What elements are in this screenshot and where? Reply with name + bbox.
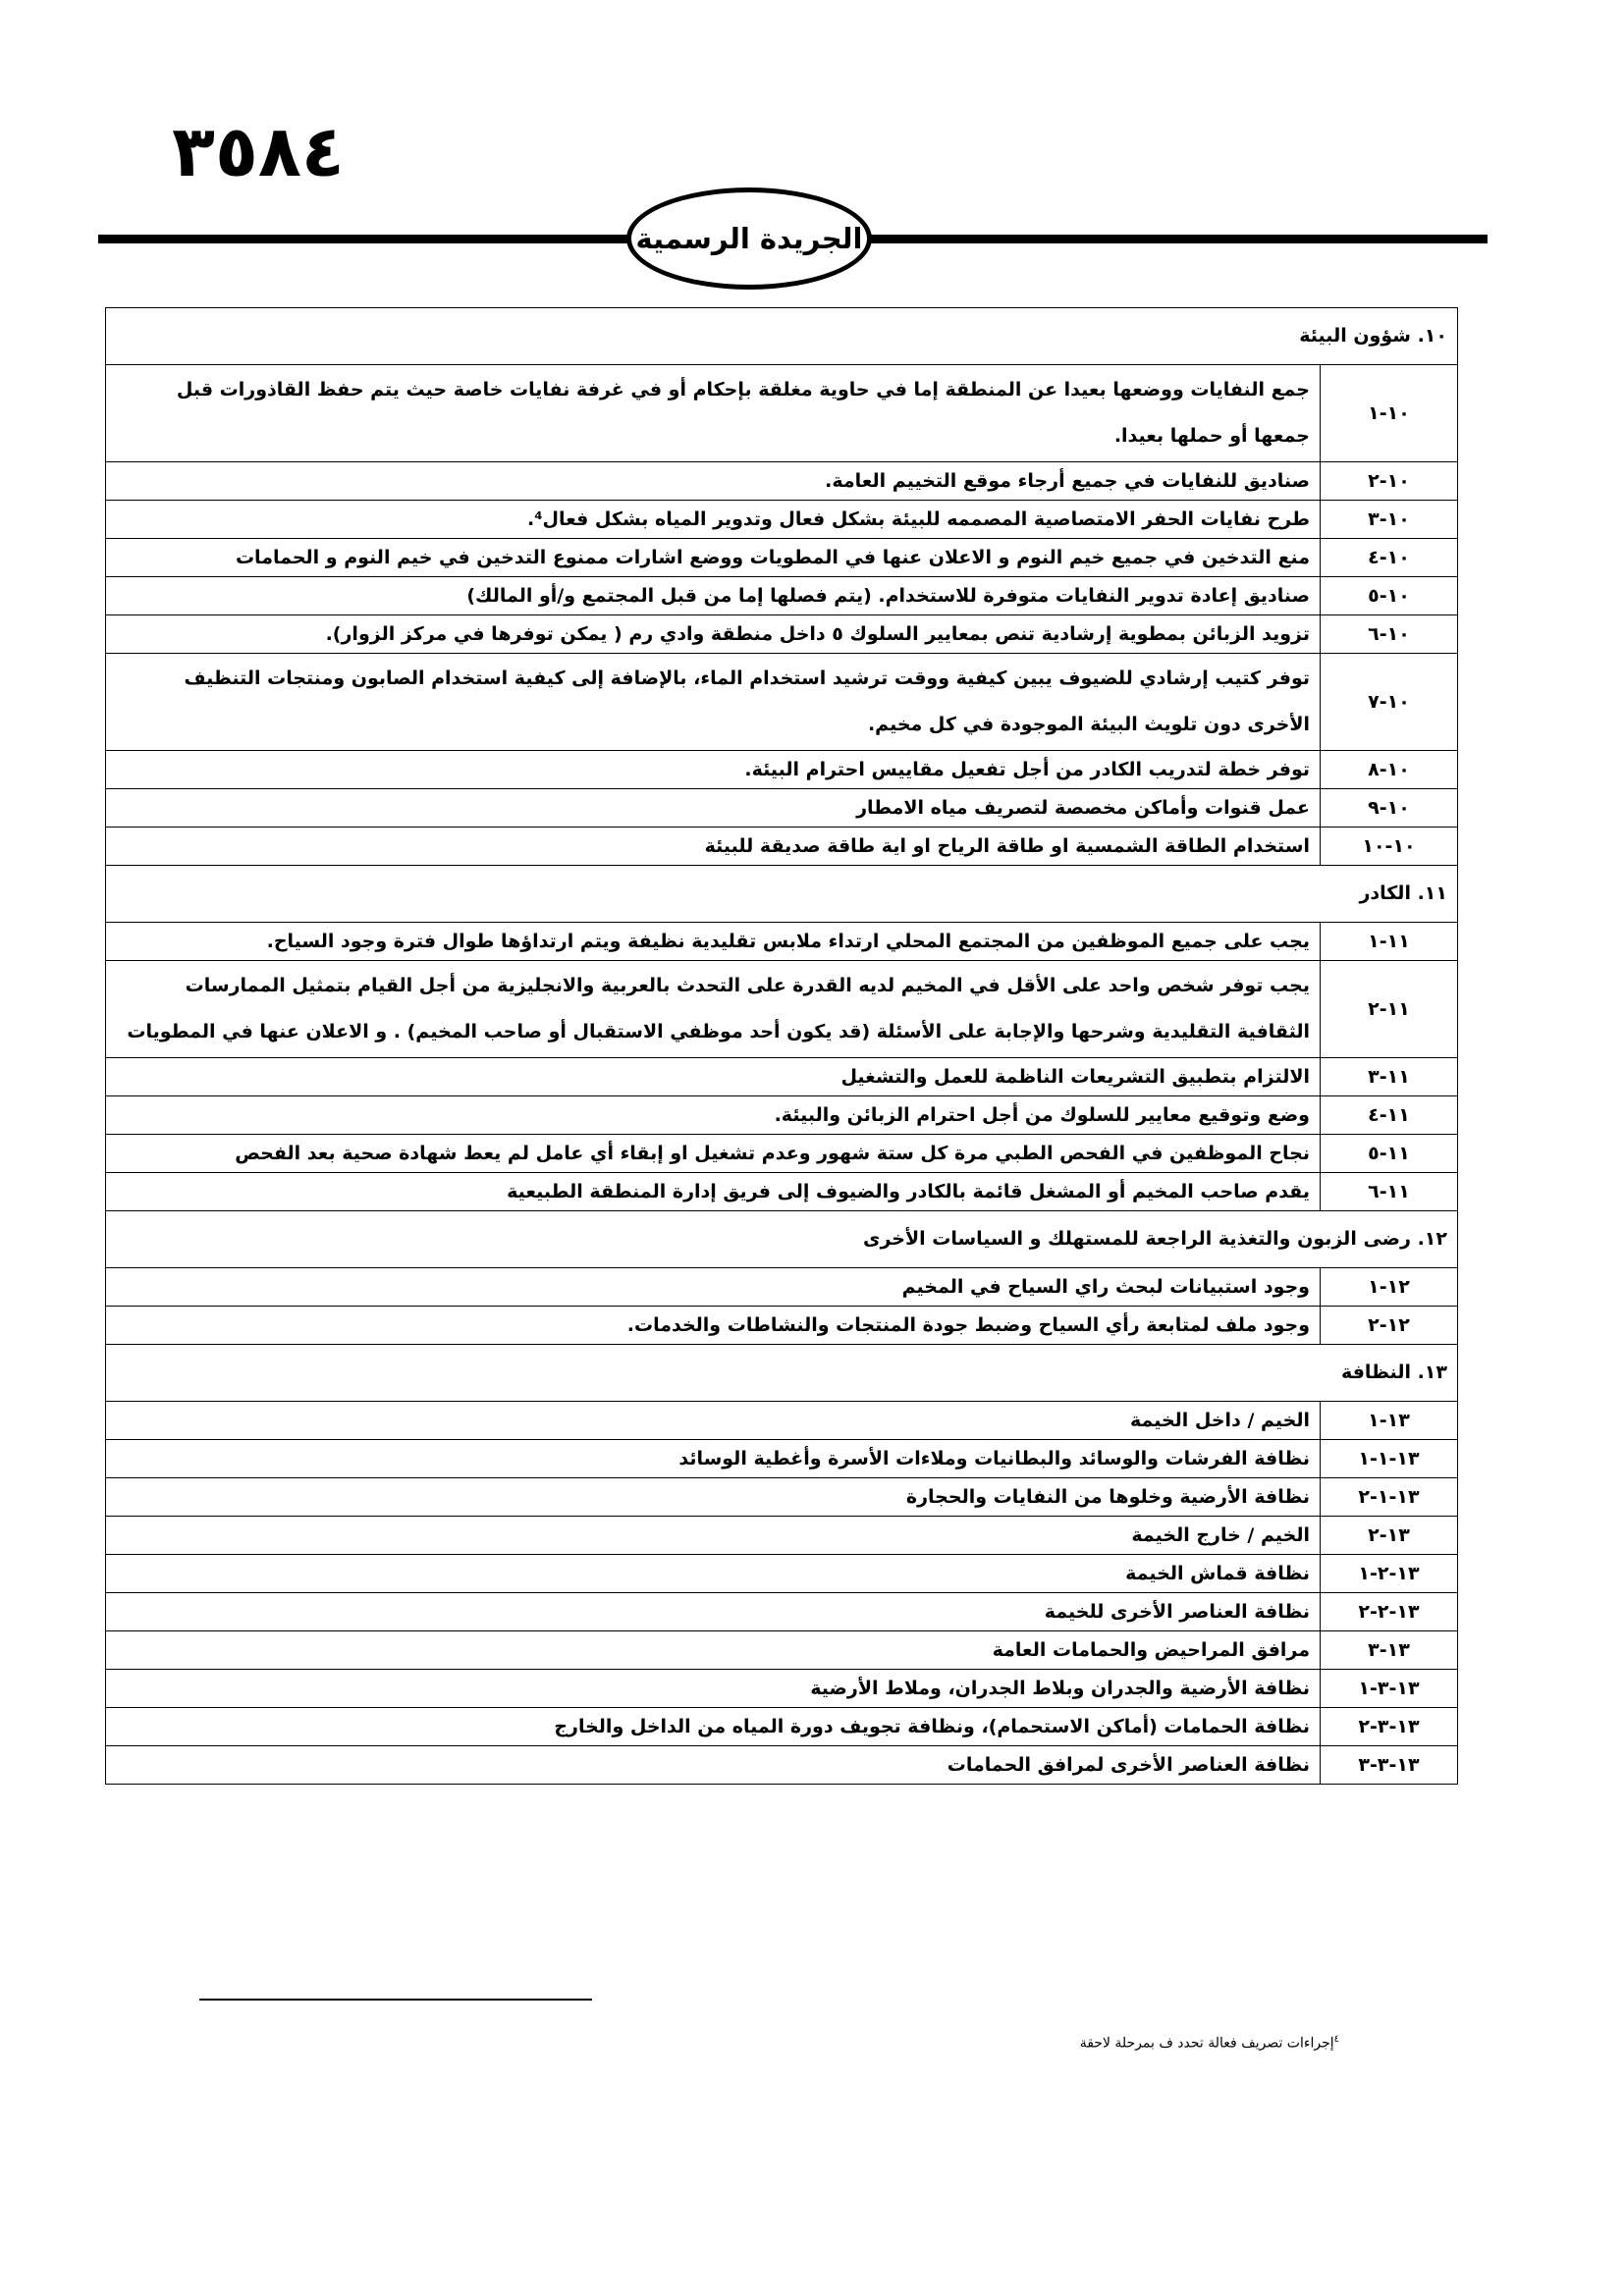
item-number: ١٠-١٠ xyxy=(1321,828,1458,866)
table-row xyxy=(106,1555,1458,1593)
table-row xyxy=(106,1173,1458,1211)
item-number: ١٢-٢ xyxy=(1321,1307,1458,1345)
section-title: ١٠. شؤون البيئة xyxy=(106,308,1458,365)
item-text: الخيم / خارج الخيمة xyxy=(106,1517,1321,1555)
table-row xyxy=(106,1268,1458,1307)
item-text: طرح نفايات الحفر الامتصاصية المصممه للبيئة بشكل فعال وتدوير المياه بشكل فعال⁴. xyxy=(106,501,1321,539)
table-row xyxy=(106,1708,1458,1746)
item-number: ١٣-٢-٢ xyxy=(1321,1593,1458,1631)
table-row xyxy=(106,365,1458,462)
item-number: ١٣-٣ xyxy=(1321,1631,1458,1670)
table-row xyxy=(106,654,1458,751)
table-row xyxy=(106,462,1458,501)
section-title: ١٣. النظافة xyxy=(106,1345,1458,1402)
item-text: وجود استبيانات لبحث راي السياح في المخيم xyxy=(106,1268,1321,1307)
item-number: ١٠-٦ xyxy=(1321,615,1458,654)
item-number: ١٠-٢ xyxy=(1321,462,1458,501)
item-number: ١٣-٣-٣ xyxy=(1321,1746,1458,1785)
item-text: مرافق المراحيض والحمامات العامة xyxy=(106,1631,1321,1670)
item-number: ١٠-١ xyxy=(1321,365,1458,462)
item-number: ١٣-١-٢ xyxy=(1321,1478,1458,1517)
section-title: ١٢. رضى الزبون والتغذية الراجعة للمستهلك و السياسات الأخرى xyxy=(106,1211,1458,1268)
item-number: ١٣-٣-١ xyxy=(1321,1670,1458,1708)
item-number: ١١-٥ xyxy=(1321,1135,1458,1173)
table-row xyxy=(106,615,1458,654)
item-number: ١٣-١-١ xyxy=(1321,1440,1458,1478)
footnote-text: إجراءات تصريف فعالة تحدد ف بمرحلة لاحقة xyxy=(1079,2035,1334,2052)
gazette-title-oval xyxy=(626,187,872,290)
item-number: ١٠-٩ xyxy=(1321,789,1458,828)
item-number: ١١-١ xyxy=(1321,923,1458,961)
table-row xyxy=(106,1135,1458,1173)
item-text: جمع النفايات ووضعها بعيدا عن المنطقة إما في حاوية مغلقة بإحكام أو في غرفة نفايات خاصة حيث يتم حفظ القاذورات قبل جمعها أو حملها بعيدا. xyxy=(106,365,1321,462)
item-number: ١٣-١ xyxy=(1321,1402,1458,1440)
item-text: يقدم صاحب المخيم أو المشغل قائمة بالكادر والضيوف إلى فريق إدارة المنطقة الطبيعية xyxy=(106,1173,1321,1211)
item-text: استخدام الطاقة الشمسية او طاقة الرياح او اية طاقة صديقة للبيئة xyxy=(106,828,1321,866)
item-text: نظافة الحمامات (أماكن الاستحمام)، ونظافة تجويف دورة المياه من الداخل والخارج xyxy=(106,1708,1321,1746)
item-text: يجب توفر شخص واحد على الأقل في المخيم لديه القدرة على التحدث بالعربية والانجليزية من أجل القيام بتمثيل الممارسات الثقافية التقليدية وشرحها والإجابة على الأسئلة (قد يكون أحد موظفي الاستقبال أو صاحب المخيم) . و الاعلان عنها في المطويات xyxy=(106,961,1321,1058)
table-row xyxy=(106,1746,1458,1785)
item-text: وضع وتوقيع معايير للسلوك من أجل احترام الزبائن والبيئة. xyxy=(106,1096,1321,1135)
item-text: صناديق إعادة تدوير النفايات متوفرة للاستخدام. (يتم فصلها إما من قبل المجتمع و/أو المالك) xyxy=(106,577,1321,615)
item-number: ١٣-٢ xyxy=(1321,1517,1458,1555)
table-row xyxy=(106,1307,1458,1345)
item-text: الخيم / داخل الخيمة xyxy=(106,1402,1321,1440)
footnote-rule xyxy=(199,1999,592,2001)
item-text: نظافة الفرشات والوسائد والبطانيات وملاءات الأسرة وأغطية الوسائد xyxy=(106,1440,1321,1478)
item-number: ١٠-٨ xyxy=(1321,751,1458,789)
table-row xyxy=(106,501,1458,539)
item-text: صناديق للنفايات في جميع أرجاء موقع التخييم العامة. xyxy=(106,462,1321,501)
table-row xyxy=(106,828,1458,866)
item-number: ١١-٢ xyxy=(1321,961,1458,1058)
table-row xyxy=(106,1440,1458,1478)
item-text: نظافة الأرضية والجدران وبلاط الجدران، وملاط الأرضية xyxy=(106,1670,1321,1708)
table-row xyxy=(106,1402,1458,1440)
item-number: ١٣-٢-١ xyxy=(1321,1555,1458,1593)
item-number: ١١-٣ xyxy=(1321,1058,1458,1096)
item-text: منع التدخين في جميع خيم النوم و الاعلان عنها في المطويات ووضع اشارات ممنوع التدخين في خيم النوم و الحمامات xyxy=(106,539,1321,577)
section-header-row xyxy=(106,308,1458,365)
section-header-row xyxy=(106,866,1458,923)
item-text: نظافة العناصر الأخرى للخيمة xyxy=(106,1593,1321,1631)
standards-table-body xyxy=(106,308,1458,1785)
item-text: نجاح الموظفين في الفحص الطبي مرة كل ستة شهور وعدم تشغيل او إبقاء أي عامل لم يعط شهادة صحية بعد الفحص xyxy=(106,1135,1321,1173)
table-row xyxy=(106,1096,1458,1135)
table-row xyxy=(106,577,1458,615)
item-number: ١٠-٥ xyxy=(1321,577,1458,615)
gazette-title: الجريدة الرسمية xyxy=(635,222,863,255)
table-row xyxy=(106,1478,1458,1517)
section-title: ١١. الكادر xyxy=(106,866,1458,923)
item-number: ١٠-٧ xyxy=(1321,654,1458,751)
page-number: ٣٥٨٤ xyxy=(172,110,345,192)
table-row xyxy=(106,1631,1458,1670)
table-row xyxy=(106,789,1458,828)
table-row xyxy=(106,923,1458,961)
table-row xyxy=(106,1670,1458,1708)
footnote-marker: ٤ xyxy=(1333,2034,1339,2045)
item-text: الالتزام بتطبيق التشريعات الناظمة للعمل والتشغيل xyxy=(106,1058,1321,1096)
footnote xyxy=(1080,2034,1339,2052)
table-row xyxy=(106,961,1458,1058)
table-row xyxy=(106,539,1458,577)
item-text: نظافة الأرضية وخلوها من النفايات والحجارة xyxy=(106,1478,1321,1517)
item-number: ١١-٤ xyxy=(1321,1096,1458,1135)
section-header-row xyxy=(106,1211,1458,1268)
table-row xyxy=(106,751,1458,789)
item-text: وجود ملف لمتابعة رأي السياح وضبط جودة المنتجات والنشاطات والخدمات. xyxy=(106,1307,1321,1345)
item-text: عمل قنوات وأماكن مخصصة لتصريف مياه الامطار xyxy=(106,789,1321,828)
item-text: توفر كتيب إرشادي للضيوف يبين كيفية ووقت ترشيد استخدام الماء، بالإضافة إلى كيفية استخدام الصابون ومنتجات التنظيف الأخرى دون تلويث البيئة الموجودة في كل مخيم. xyxy=(106,654,1321,751)
item-number: ١١-٦ xyxy=(1321,1173,1458,1211)
item-number: ١٠-٣ xyxy=(1321,501,1458,539)
item-text: توفر خطة لتدريب الكادر من أجل تفعيل مقاييس احترام البيئة. xyxy=(106,751,1321,789)
table-row xyxy=(106,1593,1458,1631)
item-number: ١٠-٤ xyxy=(1321,539,1458,577)
item-number: ١٣-٣-٢ xyxy=(1321,1708,1458,1746)
item-text: تزويد الزبائن بمطوية إرشادية تنص بمعايير السلوك ٥ داخل منطقة وادي رم ( يمكن توفرها في مركز الزوار). xyxy=(106,615,1321,654)
item-text: يجب على جميع الموظفين من المجتمع المحلي ارتداء ملابس تقليدية نظيفة ويتم ارتداؤها طوال فترة وجود السياح. xyxy=(106,923,1321,961)
section-header-row xyxy=(106,1345,1458,1402)
standards-table xyxy=(105,307,1458,1785)
item-text: نظافة العناصر الأخرى لمرافق الحمامات xyxy=(106,1746,1321,1785)
item-number: ١٢-١ xyxy=(1321,1268,1458,1307)
table-row xyxy=(106,1517,1458,1555)
item-text: نظافة قماش الخيمة xyxy=(106,1555,1321,1593)
table-row xyxy=(106,1058,1458,1096)
